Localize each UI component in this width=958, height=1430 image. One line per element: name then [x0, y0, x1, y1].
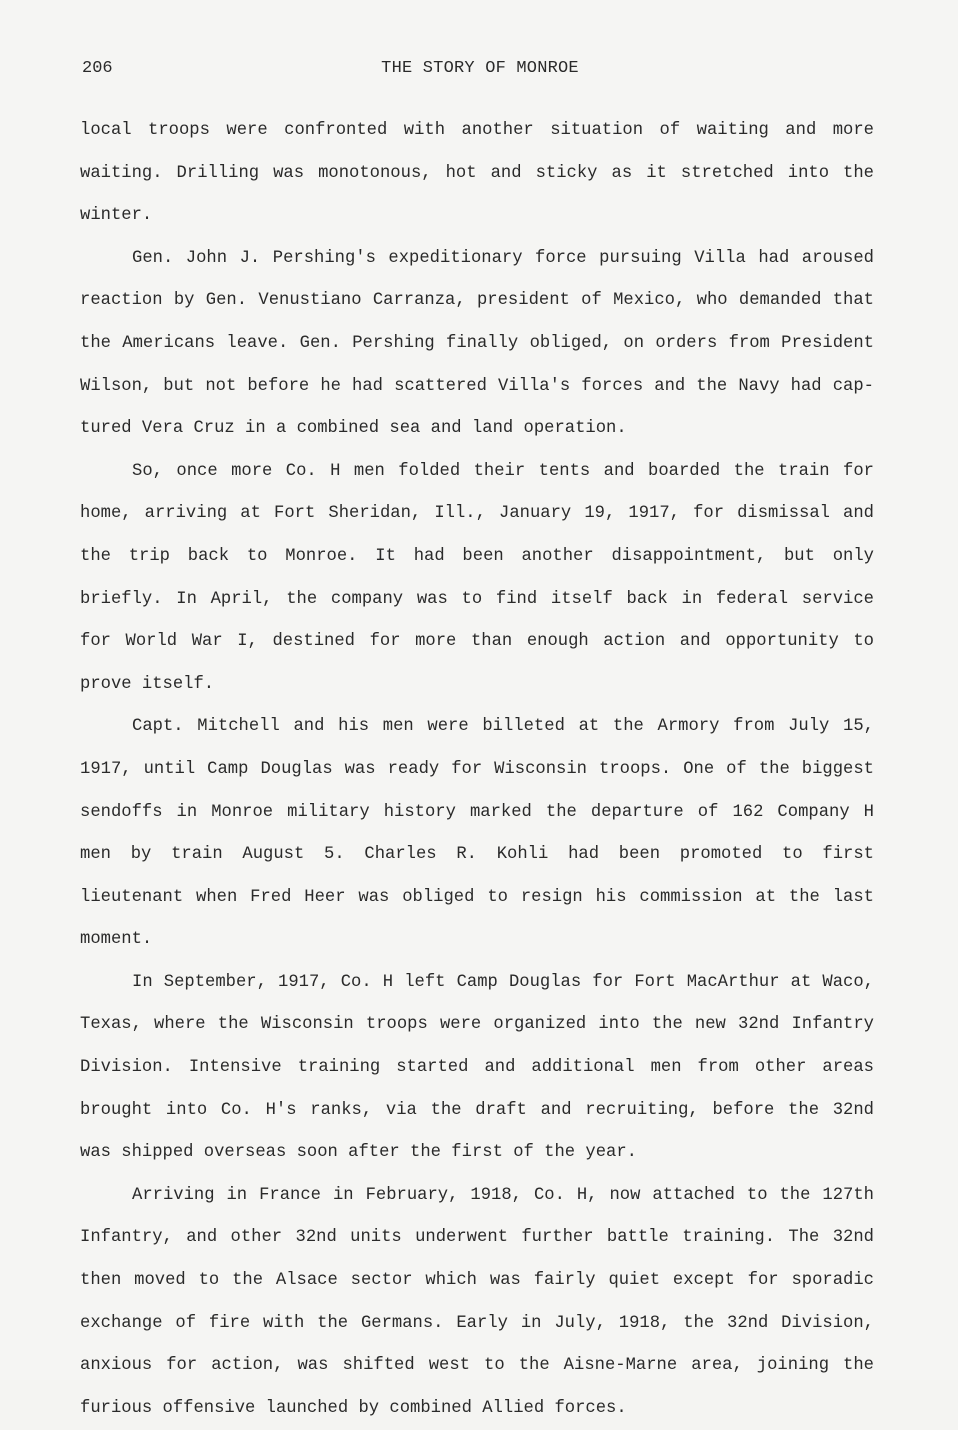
paragraph: So, once more Co. H men folded their tents and boarded the train for home, arriving at Fort Sheridan, Ill., January 19, 1917, for dismissal and the trip back to Monroe. It had been another disappointment, but only briefly. In April, the company was to find itself back in federal service for World War I, destined for more than enough action and opportunity to prove itself.	[80, 461, 874, 694]
running-title: THE STORY OF MONROE	[381, 59, 579, 78]
page-number: 206	[82, 59, 113, 78]
paragraph: In September, 1917, Co. H left Camp Douglas for Fort MacArthur at Waco, Texas, where the Wisconsin troops were organized into the new 32nd Infantry Division. Intensive training started and additional men from other areas brought into Co. H's ranks, via the draft and recruiting, before the 32nd was shipped overseas soon after the first of the year.	[80, 972, 874, 1163]
paragraph: Arriving in France in February, 1918, Co. H, now attached to the 127th Infantry, and other 32nd units underwent further battle training. The 32nd then moved to the Alsace sector which was fairly quiet except for sporadic exchange of fire with the Germans. Early in July, 1918, the 32nd Division, anxious for action, was shifted west to the Aisne-Marne area, joining the furious offensive launched by combined Allied forces.	[80, 1185, 874, 1418]
running-head	[82, 56, 878, 82]
paragraph-continuation: local troops were confronted with another situation of waiting and more waiting. Drilling was monotonous, hot and sticky as it stretched into the winter.	[80, 121, 874, 226]
paragraph: Capt. Mitchell and his men were billeted at the Armory from July 15, 1917, until Camp Douglas was ready for Wisconsin troops. One of the biggest sendoffs in Monroe military history marked the departure of 162 Company H men by train August 5. Charles R. Kohli had been promoted to first lieutenant when Fred Heer was obliged to resign his commission at the last moment.	[80, 717, 874, 950]
body-text	[80, 110, 874, 1430]
paragraph: Gen. John J. Pershing's expeditionary force pursuing Villa had aroused reaction by Gen. Venustiano Carranza, president of Mexico, who demanded that the Americans leave. Gen. Pershing finally obliged, on orders from President Wilson, but not before he had scattered Villa's forces and the Navy had captured Vera Cruz in a combined sea and land operation.	[80, 248, 874, 439]
